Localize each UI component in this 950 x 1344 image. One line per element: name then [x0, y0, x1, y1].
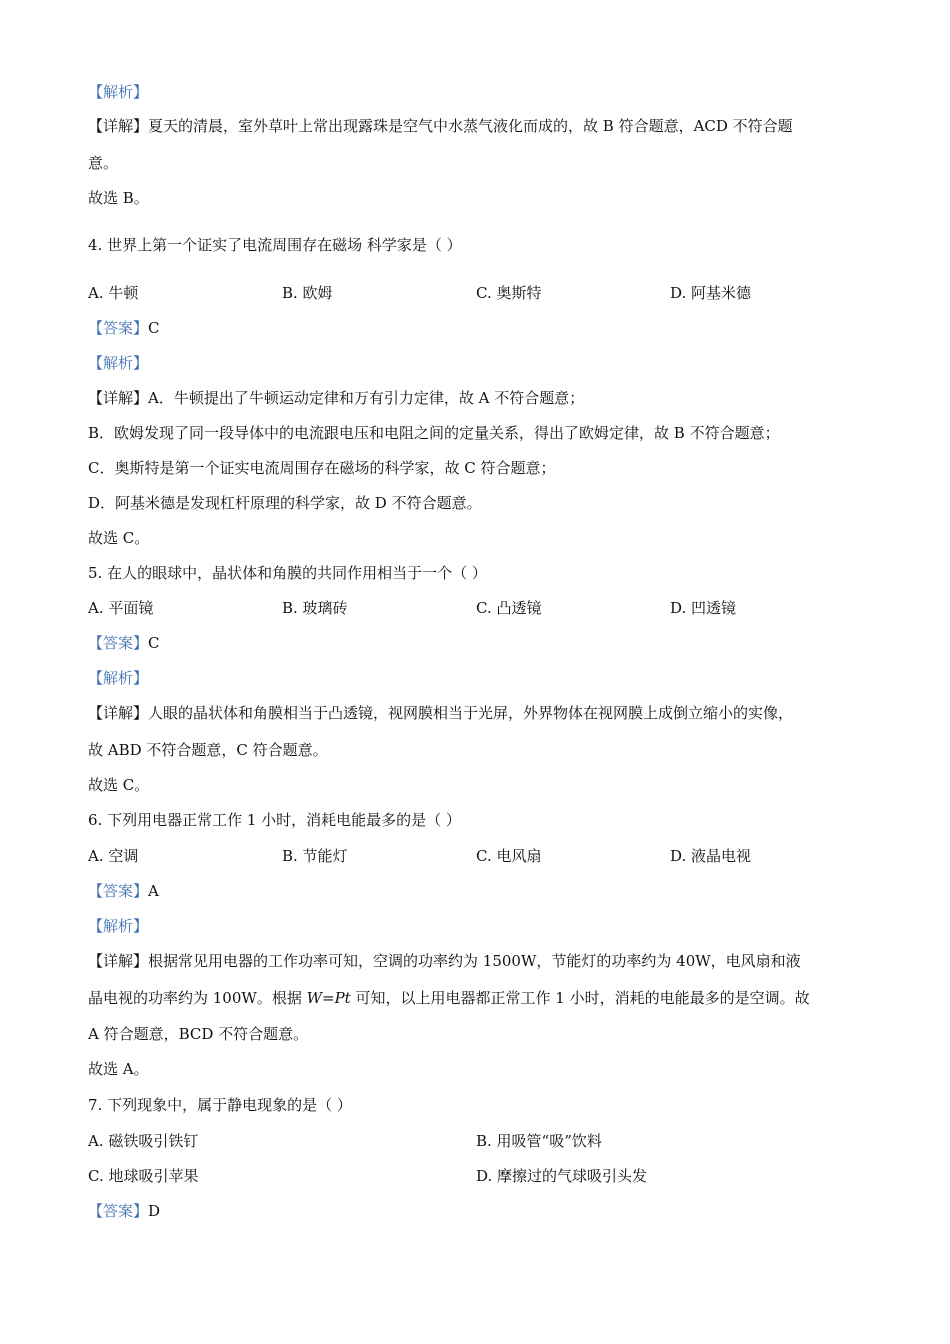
detail-text-a: 晶电视的功率约为 100W。根据 [88, 989, 307, 1007]
answer-q4 [88, 318, 160, 338]
q5-option-c: C. 凸透镜 [476, 599, 542, 617]
detail-q6-line2 [88, 988, 810, 1008]
answer-value: C [148, 634, 160, 652]
answer-label: 【答案】 [88, 319, 149, 337]
detail-label: 【详解】 [88, 389, 149, 407]
detail-label: 【详解】 [88, 704, 149, 722]
analysis-label-text: 【解析】 [88, 917, 149, 935]
q6-option-c: C. 电风扇 [476, 847, 542, 865]
detail-text-b: 可知，以上用电器都正常工作 1 小时，消耗的电能最多的是空调。故 [350, 989, 810, 1007]
q6-option-b: B. 节能灯 [282, 847, 348, 865]
analysis-label-q4 [88, 353, 148, 373]
detail-q4-d: D．阿基米德是发现杠杆原理的科学家，故 D 不符合题意。 [88, 494, 482, 512]
detail-q4-b: B．欧姆发现了同一段导体中的电流跟电压和电阻之间的定量关系，得出了欧姆定律，故 B 不符合题意； [88, 424, 780, 442]
q7-option-b: B. 用吸管“吸”饮料 [476, 1132, 602, 1150]
q7-option-d: D. 摩擦过的气球吸引头发 [476, 1167, 648, 1185]
analysis-label-q5 [88, 668, 148, 688]
formula-eq: = [322, 989, 335, 1007]
q4-option-b: B. 欧姆 [282, 284, 333, 302]
conclusion-q4: 故选 C。 [88, 529, 150, 547]
question-7: 7. 下列现象中，属于静电现象的是（ ） [88, 1096, 352, 1114]
q6-option-d: D. 液晶电视 [670, 847, 752, 865]
answer-label: 【答案】 [88, 1202, 149, 1220]
formula-w: W [306, 989, 323, 1007]
q4-option-a: A. 牛顿 [88, 284, 139, 302]
question-5: 5. 在人的眼球中，晶状体和角膜的共同作用相当于一个（ ） [88, 564, 487, 582]
detail-q5-line1 [88, 703, 793, 723]
answer-value: C [148, 319, 160, 337]
conclusion-q3: 故选 B。 [88, 189, 149, 207]
detail-text: 根据常见用电器的工作功率可知，空调的功率约为 1500W，节能灯的功率约为 40W，电风扇和液 [148, 952, 801, 970]
answer-q5 [88, 633, 160, 653]
detail-label: 【详解】 [88, 117, 149, 135]
answer-value: A [148, 882, 159, 900]
detail-text: A．牛顿提出了牛顿运动定律和万有引力定律，故 A 不符合题意； [148, 389, 585, 407]
q5-option-b: B. 玻璃砖 [282, 599, 348, 617]
detail-label: 【详解】 [88, 952, 149, 970]
detail-text: 人眼的晶状体和角膜相当于凸透镜，视网膜相当于光屏，外界物体在视网膜上成倒立缩小的实像， [148, 704, 794, 722]
q7-option-c: C. 地球吸引苹果 [88, 1167, 199, 1185]
detail-text: 夏天的清晨，室外草叶上常出现露珠是空气中水蒸气液化而成的，故 B 符合题意，ACD 不符合题 [148, 117, 793, 135]
q5-option-d: D. 凹透镜 [670, 599, 737, 617]
answer-q7 [88, 1201, 160, 1221]
q7-option-a: A. 磁铁吸引铁钉 [88, 1132, 199, 1150]
q5-option-a: A. 平面镜 [88, 599, 154, 617]
conclusion-q5: 故选 C。 [88, 776, 150, 794]
answer-value: D [148, 1202, 161, 1220]
analysis-label-text: 【解析】 [88, 83, 149, 101]
conclusion-q6: 故选 A。 [88, 1060, 149, 1078]
question-6: 6. 下列用电器正常工作 1 小时，消耗电能最多的是（ ） [88, 811, 461, 829]
q4-option-d: D. 阿基米德 [670, 284, 752, 302]
q4-option-c: C. 奥斯特 [476, 284, 542, 302]
analysis-label-q6 [88, 916, 148, 936]
detail-q6-line3: A 符合题意，BCD 不符合题意。 [88, 1025, 309, 1043]
formula-pt: Pt [334, 989, 351, 1007]
analysis-label-q3 [88, 82, 148, 102]
detail-q3-line2: 意。 [88, 154, 119, 172]
analysis-label-text: 【解析】 [88, 354, 149, 372]
q6-option-a: A. 空调 [88, 847, 139, 865]
detail-q6-line1 [88, 951, 801, 971]
detail-q3-line1 [88, 116, 793, 136]
question-4: 4. 世界上第一个证实了电流周围存在磁场 科学家是（ ） [88, 236, 462, 254]
detail-q4-a [88, 388, 584, 408]
answer-label: 【答案】 [88, 882, 149, 900]
answer-label: 【答案】 [88, 634, 149, 652]
detail-q5-line2: 故 ABD 不符合题意，C 符合题意。 [88, 741, 328, 759]
analysis-label-text: 【解析】 [88, 669, 149, 687]
detail-q4-c: C．奥斯特是第一个证实电流周围存在磁场的科学家，故 C 符合题意； [88, 459, 556, 477]
answer-q6 [88, 881, 159, 901]
